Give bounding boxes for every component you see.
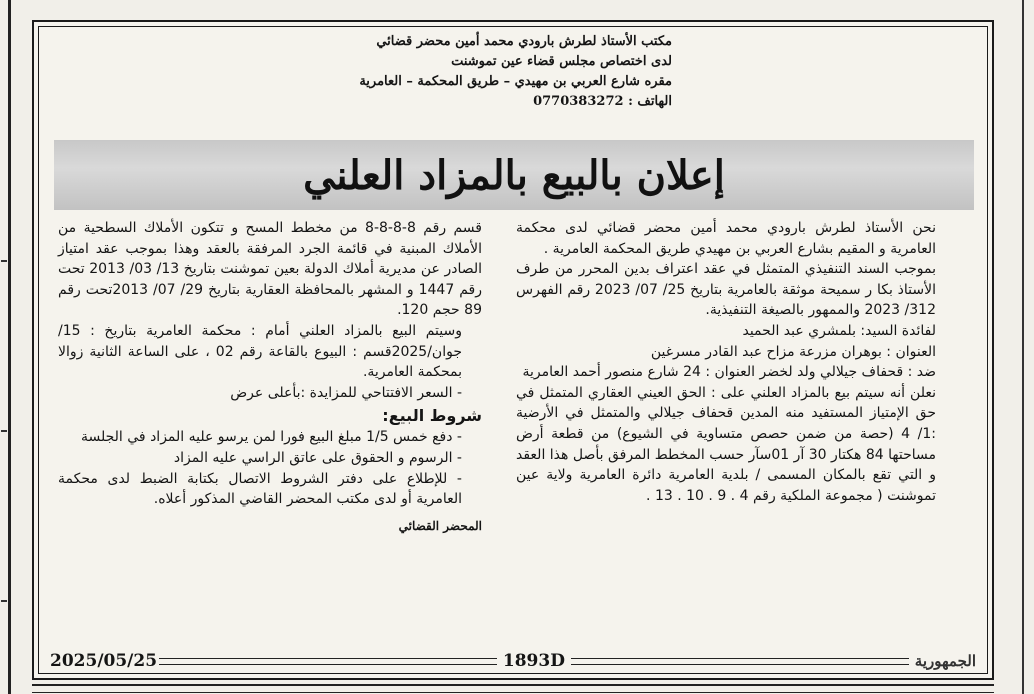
- beneficiary-line: لفائدة السيد: بلمشري عبد الحميد: [742, 322, 936, 339]
- announcement-title: إعلان بالبيع بالمزاد العلني: [303, 151, 725, 199]
- intro-paragraph: نحن الأستاذ لطرش بارودي محمد أمين محضر قضائي لدى محكمة العامرية و المقيم بشارع العربي بن مهيدي طريق المحكمة العامرية .: [516, 220, 936, 257]
- condition-payment: - دفع خمس 1/5 مبلغ البيع فورا لمن يرسو عليه المزاد في الجلسة: [80, 429, 462, 446]
- office-name: مكتب الأستاذ لطرش بارودي محمد أمين محضر قضائي: [376, 34, 672, 49]
- property-details-paragraph: قسم رقم 8-8-8-8 من مخطط المسح و تتكون الأملاك السطحية من الأملاك المبنية في قائمة الجرد المرفقة بالعقد وهذا بموجب عقد امتياز الصادر عن مديرية أملاك الدولة بعين تموشنت بتاريخ 13/ 03/ 2013 تحت رقم 1447 و المشهر بالمحافظة العقارية بتاريخ 29/ 07/ 2013تحت رقم 89 حجم 120.: [58, 220, 483, 319]
- footer-bar: [50, 650, 976, 672]
- footer-rule: [159, 658, 497, 665]
- condition-specifications: - للإطلاع على دفتر الشروط الاتصال بكتابة الضبط لدى محكمة العامرية أو لدى مكتب المحضر القاضي المذكور أعلاه.: [58, 470, 462, 508]
- auction-venue-paragraph: وسيتم البيع بالمزاد العلني أمام : محكمة العامرية بتاريخ : 15/جوان/2025قسم : البيوع بالقاعة رقم 02 ، على الساعة الثانية زوالا بمحكمة العامرية.: [58, 322, 462, 381]
- footer-rule: [571, 658, 909, 665]
- right-column: [516, 218, 956, 506]
- announcement-frame: [32, 20, 994, 680]
- beneficiary-address: العنوان : بوهران مزرعة مزاح عبد القادر مسرغين: [650, 343, 936, 360]
- page-edge-dash: [1, 260, 7, 262]
- sale-notice-paragraph: نعلن أنه سيتم بيع بالمزاد العلني على : الحق العيني العقاري المتمثل في حق الإمتياز المستفيد منه المدين قحفاف جيلالي والمتمثل في الأرضية :1/ 4 (حصة من ضمن حصص متساوية في الشيوع) من قطعة أرض مساحتها 84 هكتار 30 آر 01سآر حسب المخطط المرفق بأصل هذا العقد و التي تقع بالمكان المسمى / بلدية العامرية دائرة العامرية ولاية عين تموشنت ( مجموعة الملكية رقم 4 . 9 . 10 . 13 .: [516, 384, 936, 504]
- conditions-heading: شروط البيع:: [382, 406, 482, 426]
- page-edge-rule-right: [1022, 0, 1024, 694]
- debtor-line: ضد : قحفاف جيلالي ولد لخضر العنوان : 24 شارع منصور أحمد العامرية: [522, 364, 936, 381]
- page-edge-rule: [8, 0, 11, 694]
- next-ad-border: [32, 684, 994, 693]
- page-edge-dash: [1, 600, 7, 602]
- opening-price-line: - السعر الافتتاحي للمزايدة :بأعلى عرض: [230, 384, 462, 401]
- executive-title-paragraph: بموجب السند التنفيذي المتمثل في عقد اعتراف بدين المحرر من طرف الأستاذ بكا ر سميحة موثقة بالعامرية بتاريخ 25/ 07/ 2023 رقم الفهرس 312/ 2023 والممهور بالصيغة التنفيذية.: [516, 261, 936, 319]
- office-phone: الهاتف : 0770383272: [533, 94, 672, 109]
- title-banner: [54, 140, 974, 210]
- newspaper-brand: الجمهورية: [914, 652, 977, 670]
- left-column: [58, 218, 482, 536]
- office-address: مقره شارع العربي بن مهيدي – طريق المحكمة – العامرية: [359, 74, 672, 89]
- office-jurisdiction: لدى اختصاص مجلس قضاء عين تموشنت: [451, 54, 672, 69]
- page-edge-dash: [1, 430, 7, 432]
- publication-date: 2025/05/25: [50, 651, 158, 671]
- ad-code: 1893D: [502, 651, 565, 671]
- office-header: [332, 32, 672, 112]
- condition-fees: - الرسوم و الحقوق على عاتق الراسي عليه المزاد: [173, 449, 462, 466]
- bailiff-signature: المحضر القضائي: [398, 518, 482, 533]
